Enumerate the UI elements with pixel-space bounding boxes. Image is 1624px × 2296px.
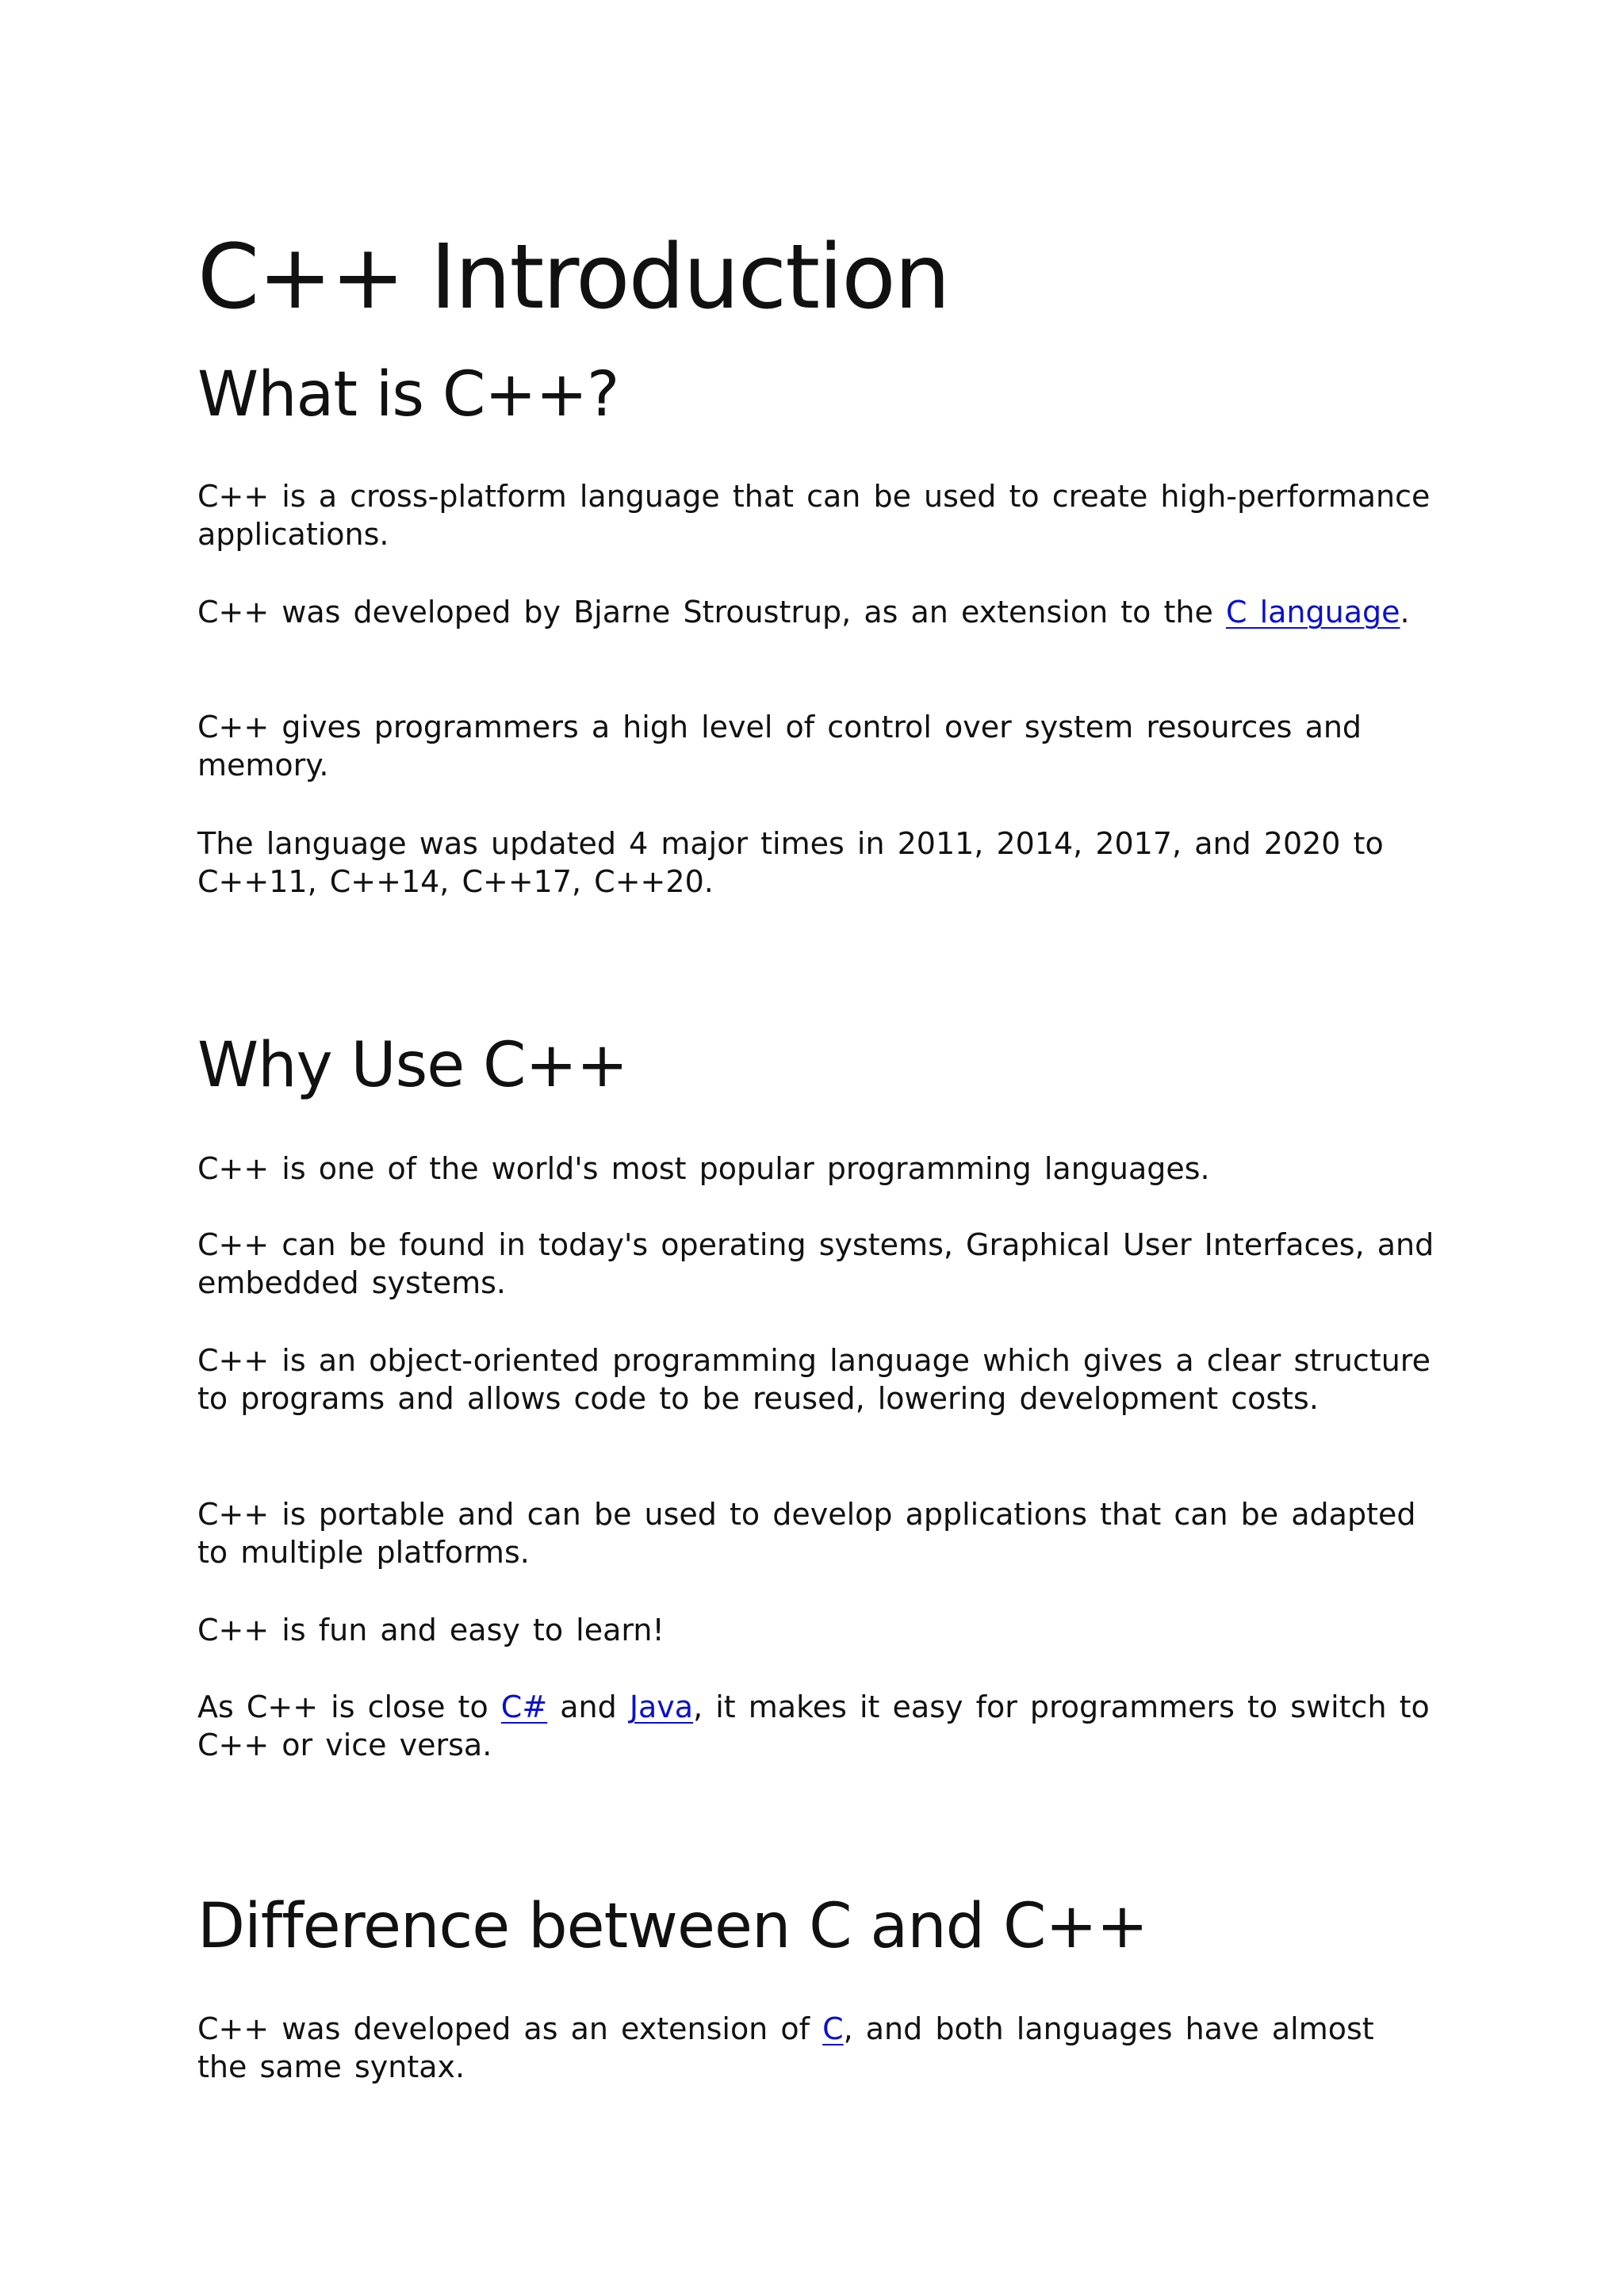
paragraph-why-6-text-end: , it makes it easy for programmers to switch to C++ or vice versa. xyxy=(197,1689,1430,1762)
java-link[interactable]: Java xyxy=(629,1689,694,1724)
paragraph-what-1: C++ is a cross-platform language that can be used to create high-performance applications. xyxy=(197,479,1431,552)
paragraph-why-3: C++ is an object-oriented programming language which gives a clear structure to programs and allows code to be reused, lowering development costs. xyxy=(197,1343,1431,1416)
paragraph-why-6 xyxy=(197,1688,1434,1764)
paragraph-why-5: C++ is fun and easy to learn! xyxy=(197,1613,665,1647)
paragraph-what-3: C++ gives programmers a high level of control over system resources and memory. xyxy=(197,710,1362,783)
paragraph-why-4: C++ is portable and can be used to develop applications that can be adapted to multiple platforms. xyxy=(197,1497,1416,1570)
paragraph-why-2: C++ can be found in today's operating systems, Graphical User Interfaces, and embedded systems. xyxy=(197,1227,1434,1300)
page-title: C++ Introduction xyxy=(197,226,949,329)
paragraph-diff-1 xyxy=(197,2010,1434,2086)
paragraph-what-2-text-end: . xyxy=(1400,595,1410,629)
c-language-link[interactable]: C language xyxy=(1225,595,1400,629)
heading-what-is-cpp: What is C++? xyxy=(197,359,619,430)
paragraph-why-1: C++ is one of the world's most popular programming languages. xyxy=(197,1151,1210,1186)
paragraph-what-2-text-start: C++ was developed by Bjarne Stroustrup, as an extension to the xyxy=(197,595,1226,629)
heading-difference-c-cpp: Difference between C and C++ xyxy=(197,1891,1148,1962)
csharp-link[interactable]: C# xyxy=(500,1689,548,1724)
heading-why-use-cpp: Why Use C++ xyxy=(197,1030,628,1101)
paragraph-why-6-text-start: As C++ is close to xyxy=(197,1689,501,1724)
paragraph-diff-1-text-end: , and both languages have almost the same syntax. xyxy=(197,2011,1374,2084)
paragraph-what-4: The language was updated 4 major times in 2011, 2014, 2017, and 2020 to C++11, C++14, C++17, C++20. xyxy=(197,826,1384,899)
paragraph-diff-1-text-start: C++ was developed as an extension of xyxy=(197,2011,823,2046)
c-link[interactable]: C xyxy=(822,2011,844,2046)
paragraph-why-6-text-mid: and xyxy=(547,1689,630,1724)
paragraph-what-2 xyxy=(197,593,1434,631)
